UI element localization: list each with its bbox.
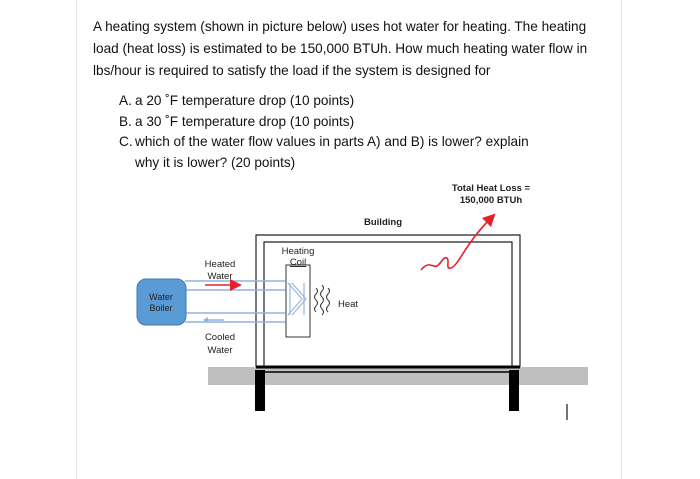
option-a-text: a 20 ˚F temperature drop (10 points): [135, 93, 355, 108]
heating-coil-label-1: Heating: [281, 246, 315, 257]
heating-coil-label-2: Coil: [289, 257, 307, 268]
building-label: Building: [364, 217, 402, 228]
option-a-label: A.: [119, 93, 132, 108]
option-b-text: a 30 ˚F temperature drop (10 points): [135, 113, 355, 129]
boiler-label-1: Water: [149, 292, 173, 302]
foundation-right: [509, 370, 519, 411]
question-line-1: A heating system (shown in picture below) uses hot water for heating. The heating: [93, 19, 587, 34]
foundation-left: [255, 370, 265, 411]
total-heat-loss-value: 150,000 BTUh: [459, 195, 523, 206]
option-c-label: C.: [119, 134, 133, 149]
pipes: [185, 281, 285, 322]
boiler-label-2: Boiler: [149, 303, 173, 313]
heat-waves: [315, 285, 330, 315]
cooled-water-label-1: Cooled: [204, 332, 236, 343]
water-boiler: [137, 279, 186, 325]
total-heat-loss-label: Total Heat Loss =: [451, 183, 531, 194]
heated-water-label-2: Water: [207, 271, 233, 282]
heat-loss-arrow: [421, 218, 491, 270]
heat-label: Heat: [337, 299, 359, 310]
heated-water-label-1: Heated: [204, 259, 236, 270]
option-c-text: which of the water flow values in parts A) and B) is lower? explain why it is lower? (20 points): [135, 134, 529, 170]
option-b-label: B.: [119, 113, 132, 129]
question-line-3: lbs/hour is required to satisfy the load if the system is designed for: [93, 63, 491, 78]
question-line-2: load (heat loss) is estimated to be 150,000 BTUh. How much heating water flow in: [93, 41, 588, 56]
cooled-water-label-2: Water: [207, 345, 233, 356]
